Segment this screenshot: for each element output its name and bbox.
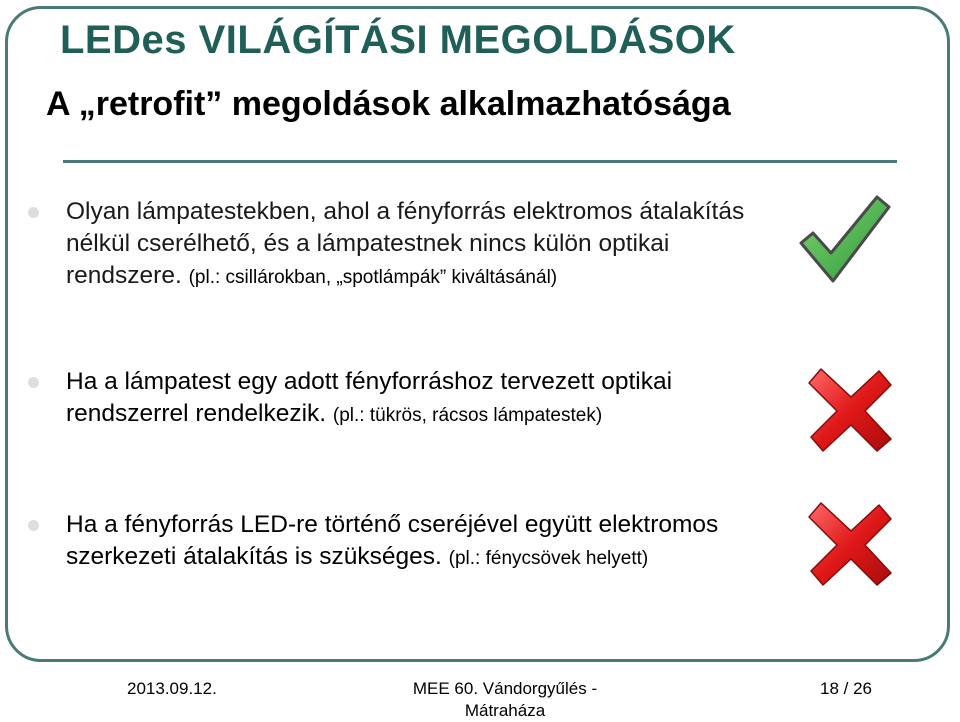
title-divider (63, 160, 897, 163)
bullet-dot-icon (28, 520, 39, 531)
slide-title: LEDes VILÁGÍTÁSI MEGOLDÁSOK (60, 18, 736, 62)
bullet-note-text: (pl.: tükrös, rácsos lámpatestek) (332, 405, 603, 426)
footer-date: 2013.09.12. (127, 679, 217, 698)
bullet-note-text: (pl.: csillárokban, „spotlámpák” kiváltásánál) (188, 267, 558, 288)
footer-event-line1: MEE 60. Vándorgyűlés - (412, 679, 598, 698)
check-icon (797, 193, 892, 285)
bullet-item-3 (66, 509, 786, 573)
bullet-item-1 (66, 196, 786, 292)
footer-event-line2: Mátraháza (464, 701, 546, 720)
bullet-note-text: (pl.: fénycsövek helyett) (448, 548, 649, 569)
bullet-main-text: Olyan lámpatestekben, ahol a fényforrás elektromos átalakítás nélkül cserélhető, és a lámpatestnek nincs külön optikai rendszere. (66, 198, 745, 289)
bullet-dot-icon (28, 207, 39, 218)
bullet-item-2 (66, 366, 786, 430)
footer-event (380, 678, 630, 722)
bullet-main-text: Ha a fényforrás LED-re történő cseréjével együtt elektromos szerkezeti átalakítás is szükséges. (66, 511, 719, 570)
slide-subtitle: A „retrofit” megoldások alkalmazhatósága (46, 85, 731, 123)
bullet-main-text: Ha a lámpatest egy adott fényforráshoz tervezett optikai rendszerrel rendelkezik. (66, 368, 673, 427)
cross-icon (807, 365, 895, 455)
footer-page-number: 18 / 26 (820, 679, 872, 698)
bullet-dot-icon (28, 377, 39, 388)
cross-icon (807, 499, 895, 589)
